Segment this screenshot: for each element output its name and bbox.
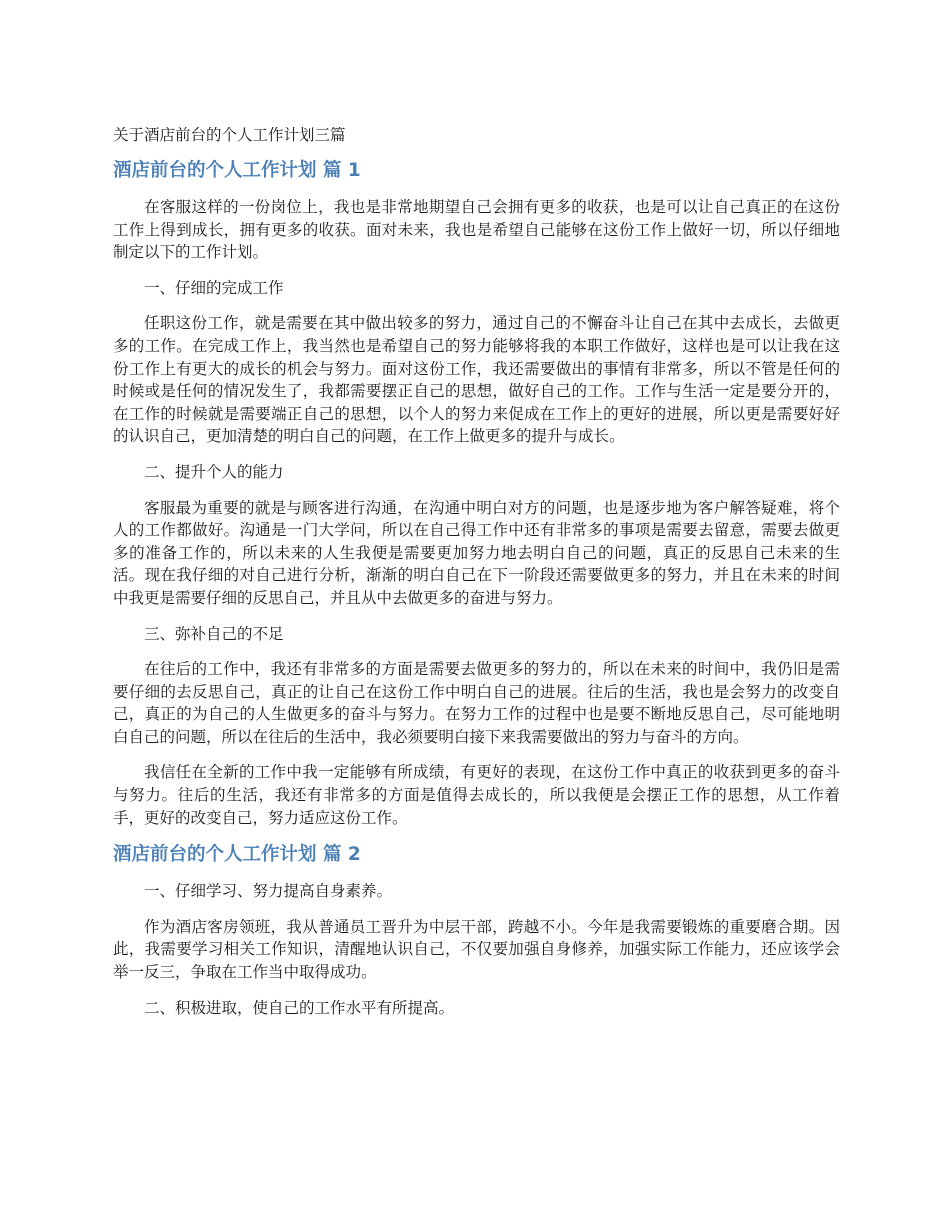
- section-1-heading: 酒店前台的个人工作计划 篇 1: [113, 160, 361, 181]
- document-title: 关于酒店前台的个人工作计划三篇: [113, 126, 346, 144]
- section-1-item-3: 三、弥补自己的不足: [144, 624, 284, 643]
- document-body: [113, 124, 840, 1032]
- section-2-heading: 酒店前台的个人工作计划 篇 2: [113, 844, 361, 866]
- section-1-paragraph-2: 任职这份工作，就是需要在其中做出较多的努力，通过自己的不懈奋斗让自己在其中去成长，去做更多的工作。在完成工作上，我当然也是希望自己的努力能够将我的本职工作做好，这样也是可以让我在这份工作上有更大的成长的机会与努力。面对这份工作，我还需要做出的事情有非常多，所以不管是任何的时候或是任何的情况发生了，我都需要摆正自己的思想，做好自己的工作。工作与生活一定是要分开的，在工作的时候就是需要端正自己的思想，以个人的努力来促成在工作上的更好的进展，所以更是需要好好的认识自己，更加清楚的明白自己的问题，在工作上做更多的提升与成长。: [113, 314, 840, 446]
- section-1-paragraph-3: 客服最为重要的就是与顾客进行沟通，在沟通中明白对方的问题，也是逐步地为客户解答疑难，将个人的工作都做好。沟通是一门大学问，所以在自己得工作中还有非常多的事项是需要去留意，需要去做更多的准备工作的，所以未来的人生我便是需要更加努力地去明白自己的问题，真正的反思自己未来的生活。现在我仔细的对自己进行分析，渐渐的明白自己在下一阶段还需要做更多的努力，并且在未来的时间中我更是需要仔细的反思自己，并且从中去做更多的奋进与努力。: [113, 498, 840, 607]
- section-2-item-1: 一、仔细学习、努力提高自身素养。: [144, 882, 393, 901]
- section-1-paragraph-1: 在客服这样的一份岗位上，我也是非常地期望自己会拥有更多的收获，也是可以让自己真正的在这份工作上得到成长，拥有更多的收获。面对未来，我也是希望自己能够在这份工作上做好一切，所以仔细地制定以下的工作计划。: [113, 198, 840, 262]
- section-1-item-1: 一、仔细的完成工作: [144, 278, 284, 297]
- section-1-paragraph-5: 我信任在全新的工作中我一定能够有所成绩，有更好的表现，在这份工作中真正的收获到更多的奋斗与努力。往后的生活，我还有非常多的方面是值得去成长的，所以我便是会摆正工作的思想，从工作着手，更好的改变自己，努力适应这份工作。: [113, 763, 840, 827]
- section-2-paragraph-1: 作为酒店客房领班，我从普通员工晋升为中层干部，跨越不小。今年是我需要锻炼的重要磨合期。因此，我需要学习相关工作知识，清醒地认识自己，不仅要加强自身修养，加强实际工作能力，还应该学会举一反三，争取在工作当中取得成功。: [113, 917, 840, 982]
- section-1-item-2: 二、提升个人的能力: [144, 462, 284, 481]
- section-2-item-2: 二、积极进取，使自己的工作水平有所提高。: [144, 998, 455, 1017]
- section-1-paragraph-4: 在往后的工作中，我还有非常多的方面是需要去做更多的努力的，所以在未来的时间中，我仍旧是需要仔细的去反思自己，真正的让自己在这份工作中明白自己的进展。往后的生活，我也是会努力的改变自己，真正的为自己的人生做更多的奋斗与努力。在努力工作的过程中也是要不断地反思自己，尽可能地明白自己的问题，所以在往后的生活中，我必须要明白接下来我需要做出的努力与奋斗的方向。: [113, 660, 840, 746]
